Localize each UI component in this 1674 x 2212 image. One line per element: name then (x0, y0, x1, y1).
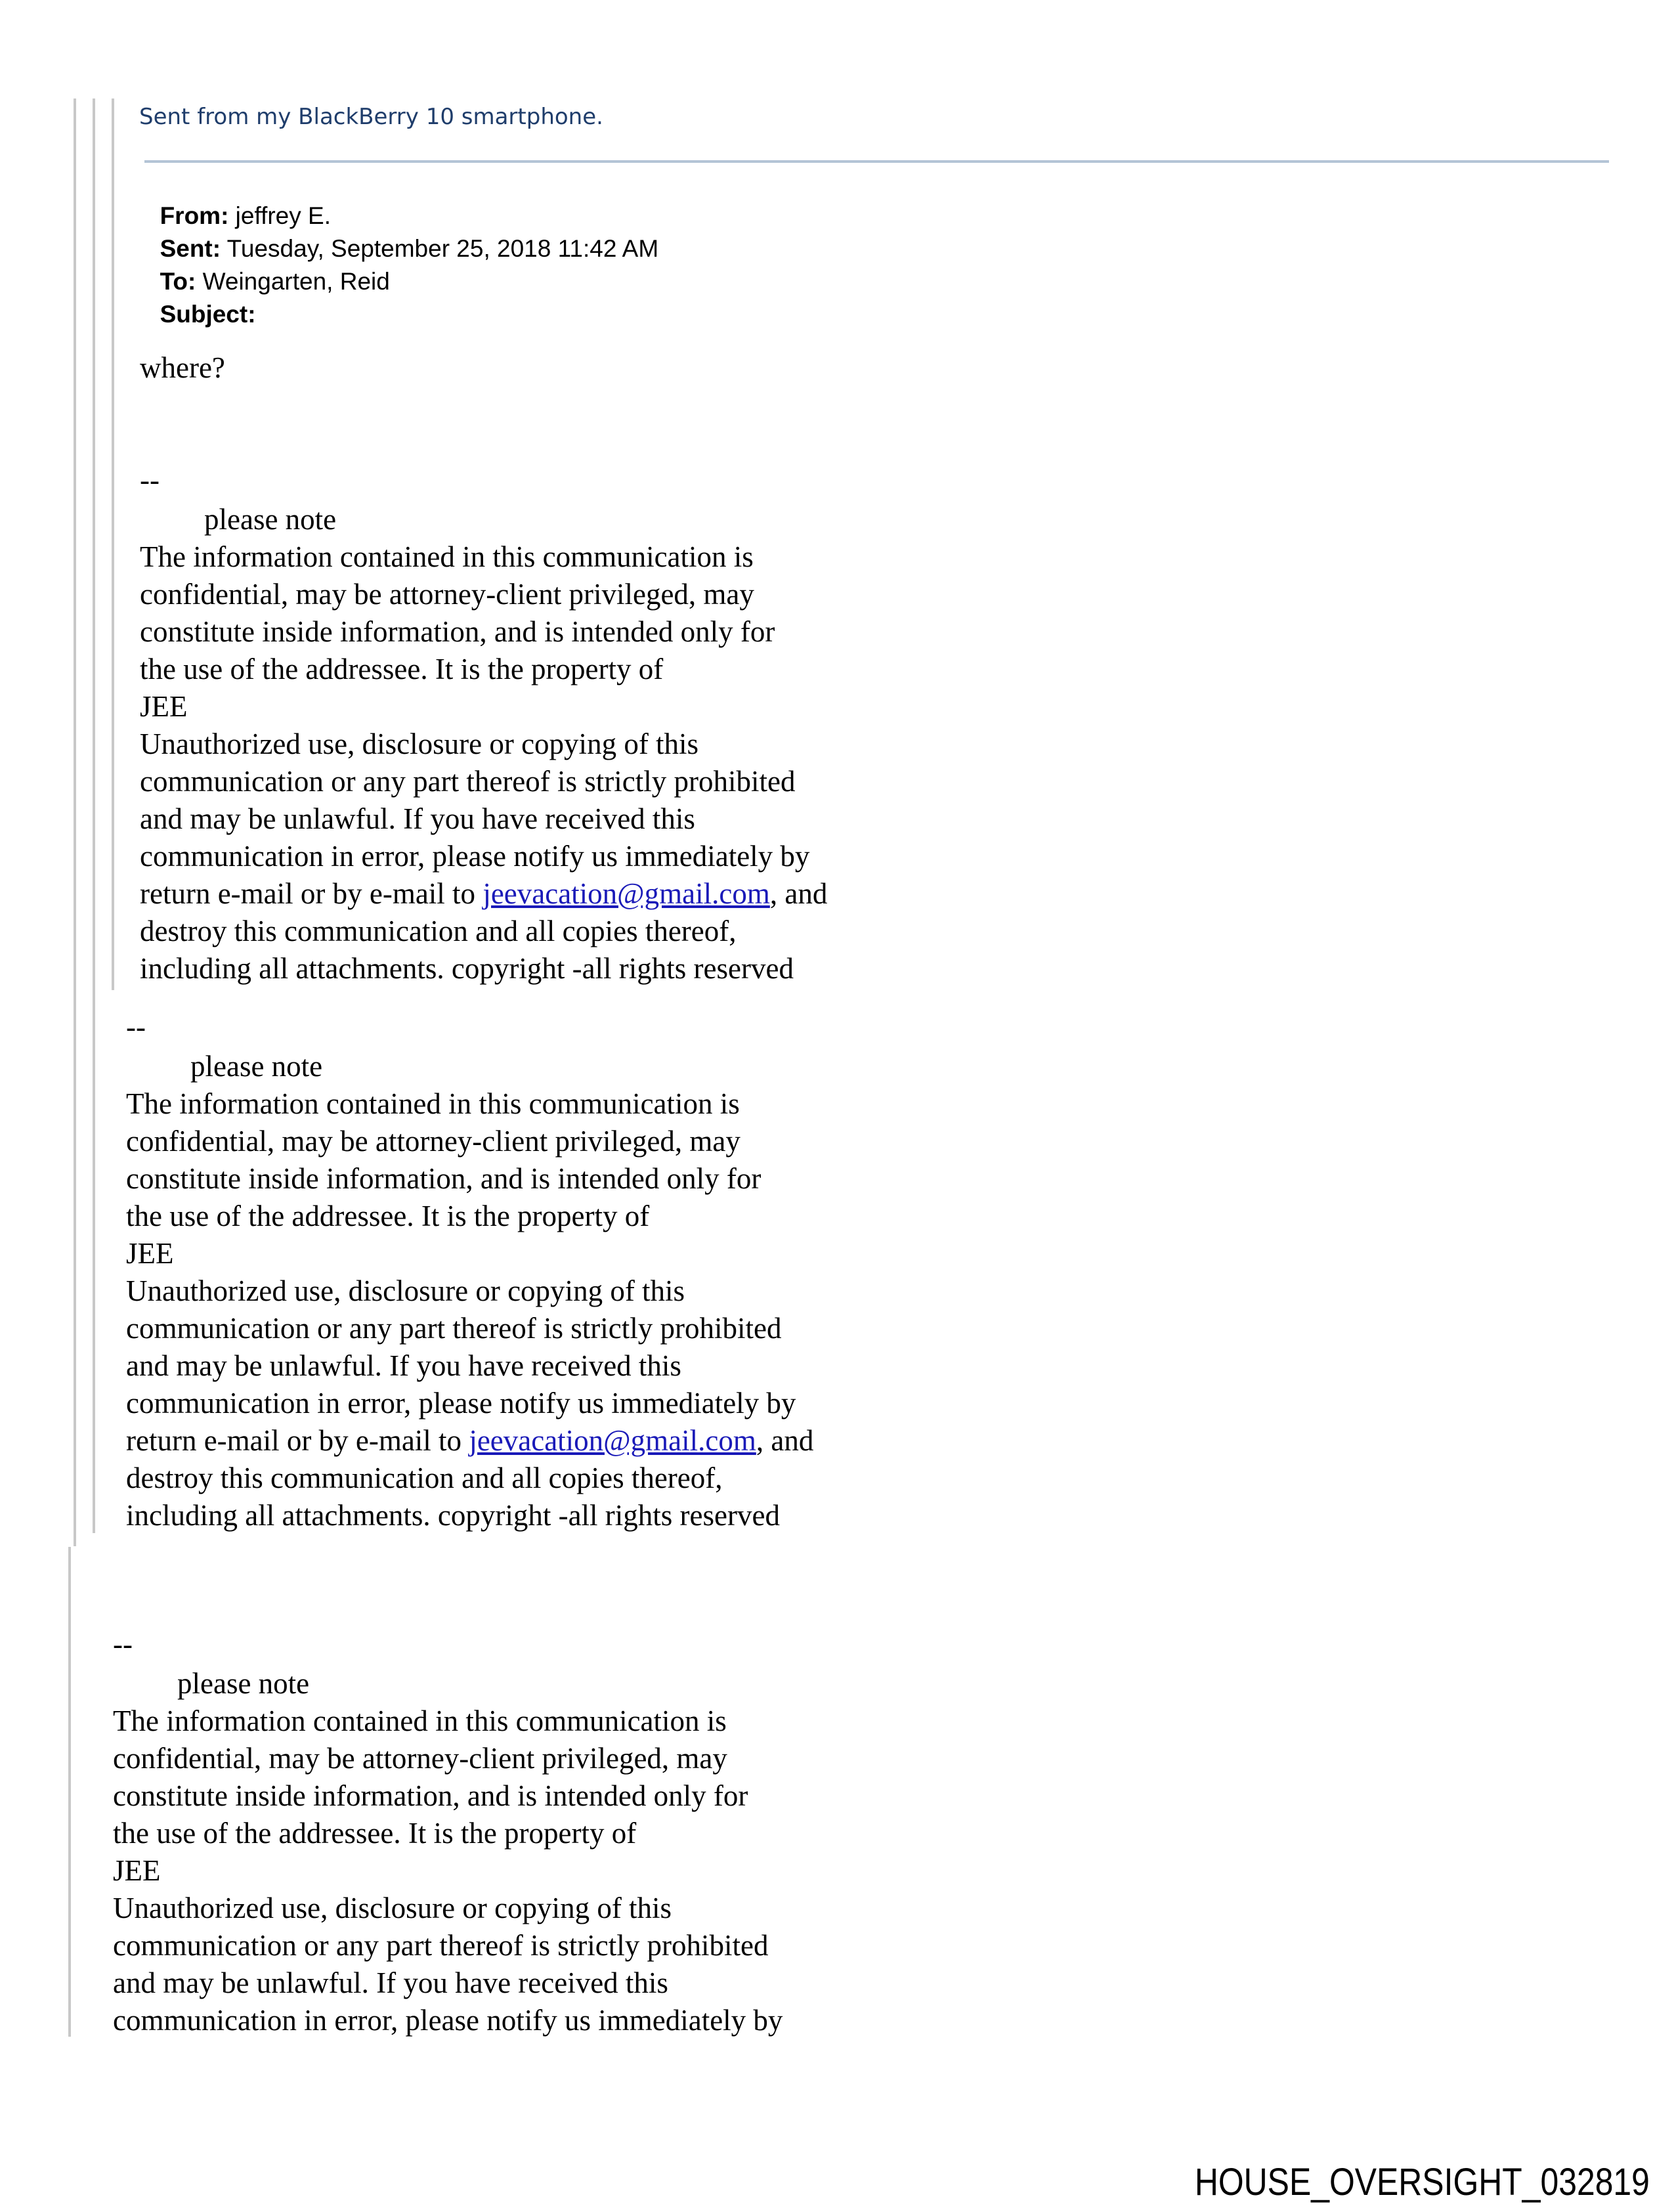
from-value: jeffrey E. (228, 202, 331, 229)
disclaimer-line: JEE (126, 1237, 174, 1270)
disclaimer-line: the use of the addressee. It is the property of (140, 653, 664, 685)
disclaimer-line: communication in error, please notify us immediately by (113, 2004, 783, 2037)
subject-label: Subject: (160, 301, 256, 328)
subject-row (146, 273, 256, 328)
disclaimer-line: the use of the addressee. It is the property of (126, 1200, 650, 1232)
blackberry-signature: Sent from my BlackBerry 10 smartphone. (139, 104, 603, 130)
disclaimer-separator: -- (126, 1010, 146, 1043)
message-body: where? (140, 351, 225, 384)
disclaimer-line: Unauthorized use, disclosure or copying of this (126, 1274, 685, 1307)
disclaimer-block-1 (140, 462, 827, 987)
disclaimer-line: communication or any part thereof is strictly prohibited (113, 1929, 769, 1962)
quote-bar-outer (74, 98, 76, 1546)
disclaimer-separator: -- (113, 1628, 133, 1660)
disclaimer-please-note: please note (190, 1050, 323, 1083)
contact-suffix: , and (769, 877, 828, 910)
quote-bar-middle (93, 98, 95, 1533)
quote-bar-inner (112, 98, 114, 990)
disclaimer-line: and may be unlawful. If you have received this (126, 1349, 681, 1382)
from-label: From: (160, 202, 229, 229)
header-divider (144, 160, 1609, 163)
disclaimer-line: confidential, may be attorney-client privileged, may (140, 578, 754, 611)
disclaimer-line: The information contained in this communication is (113, 1704, 727, 1737)
disclaimer-line: and may be unlawful. If you have received this (140, 802, 695, 835)
to-label: To: (160, 268, 196, 295)
disclaimer-line: The information contained in this communication is (126, 1087, 740, 1120)
email-link[interactable]: jeevacation@gmail.com (469, 1424, 756, 1457)
disclaimer-block-3 (113, 1626, 783, 2039)
disclaimer-line: communication in error, please notify us immediately by (126, 1387, 796, 1420)
disclaimer-line: Unauthorized use, disclosure or copying of this (140, 727, 699, 760)
sent-value: Tuesday, September 25, 2018 11:42 AM (221, 235, 659, 262)
contact-prefix: return e-mail or by e-mail to (140, 877, 483, 910)
disclaimer-contact-line (126, 1422, 813, 1460)
disclaimer-block-2 (126, 1008, 813, 1534)
disclaimer-line: communication in error, please notify us immediately by (140, 840, 810, 873)
email-link[interactable]: jeevacation@gmail.com (483, 877, 770, 910)
to-value: Weingarten, Reid (196, 268, 390, 295)
contact-prefix: return e-mail or by e-mail to (126, 1424, 469, 1457)
disclaimer-line: constitute inside information, and is intended only for (140, 615, 775, 648)
disclaimer-line: communication or any part thereof is strictly prohibited (126, 1312, 782, 1345)
disclaimer-line: and may be unlawful. If you have received this (113, 1966, 668, 1999)
quote-bar-bottom (68, 1547, 71, 2037)
disclaimer-line: confidential, may be attorney-client privileged, may (113, 1742, 727, 1775)
disclaimer-line: destroy this communication and all copies thereof, (126, 1462, 723, 1494)
disclaimer-line: destroy this communication and all copies thereof, (140, 915, 737, 947)
disclaimer-line: constitute inside information, and is intended only for (113, 1779, 748, 1812)
disclaimer-separator: -- (140, 464, 160, 496)
disclaimer-line: including all attachments. copyright -all rights reserved (140, 952, 794, 985)
disclaimer-please-note: please note (204, 503, 337, 536)
disclaimer-line: the use of the addressee. It is the property of (113, 1817, 637, 1850)
contact-suffix: , and (756, 1424, 814, 1457)
disclaimer-line: including all attachments. copyright -all rights reserved (126, 1499, 780, 1532)
disclaimer-line: JEE (113, 1854, 161, 1887)
disclaimer-line: constitute inside information, and is intended only for (126, 1162, 762, 1195)
disclaimer-please-note: please note (177, 1667, 310, 1700)
disclaimer-line: confidential, may be attorney-client privileged, may (126, 1125, 740, 1158)
sent-label: Sent: (160, 235, 221, 262)
bates-stamp: HOUSE_OVERSIGHT_032819 (1194, 2161, 1650, 2203)
disclaimer-contact-line (140, 875, 827, 913)
disclaimer-line: communication or any part thereof is strictly prohibited (140, 765, 796, 798)
disclaimer-line: Unauthorized use, disclosure or copying of this (113, 1892, 672, 1924)
disclaimer-line: The information contained in this communication is (140, 540, 754, 573)
disclaimer-line: JEE (140, 690, 188, 723)
